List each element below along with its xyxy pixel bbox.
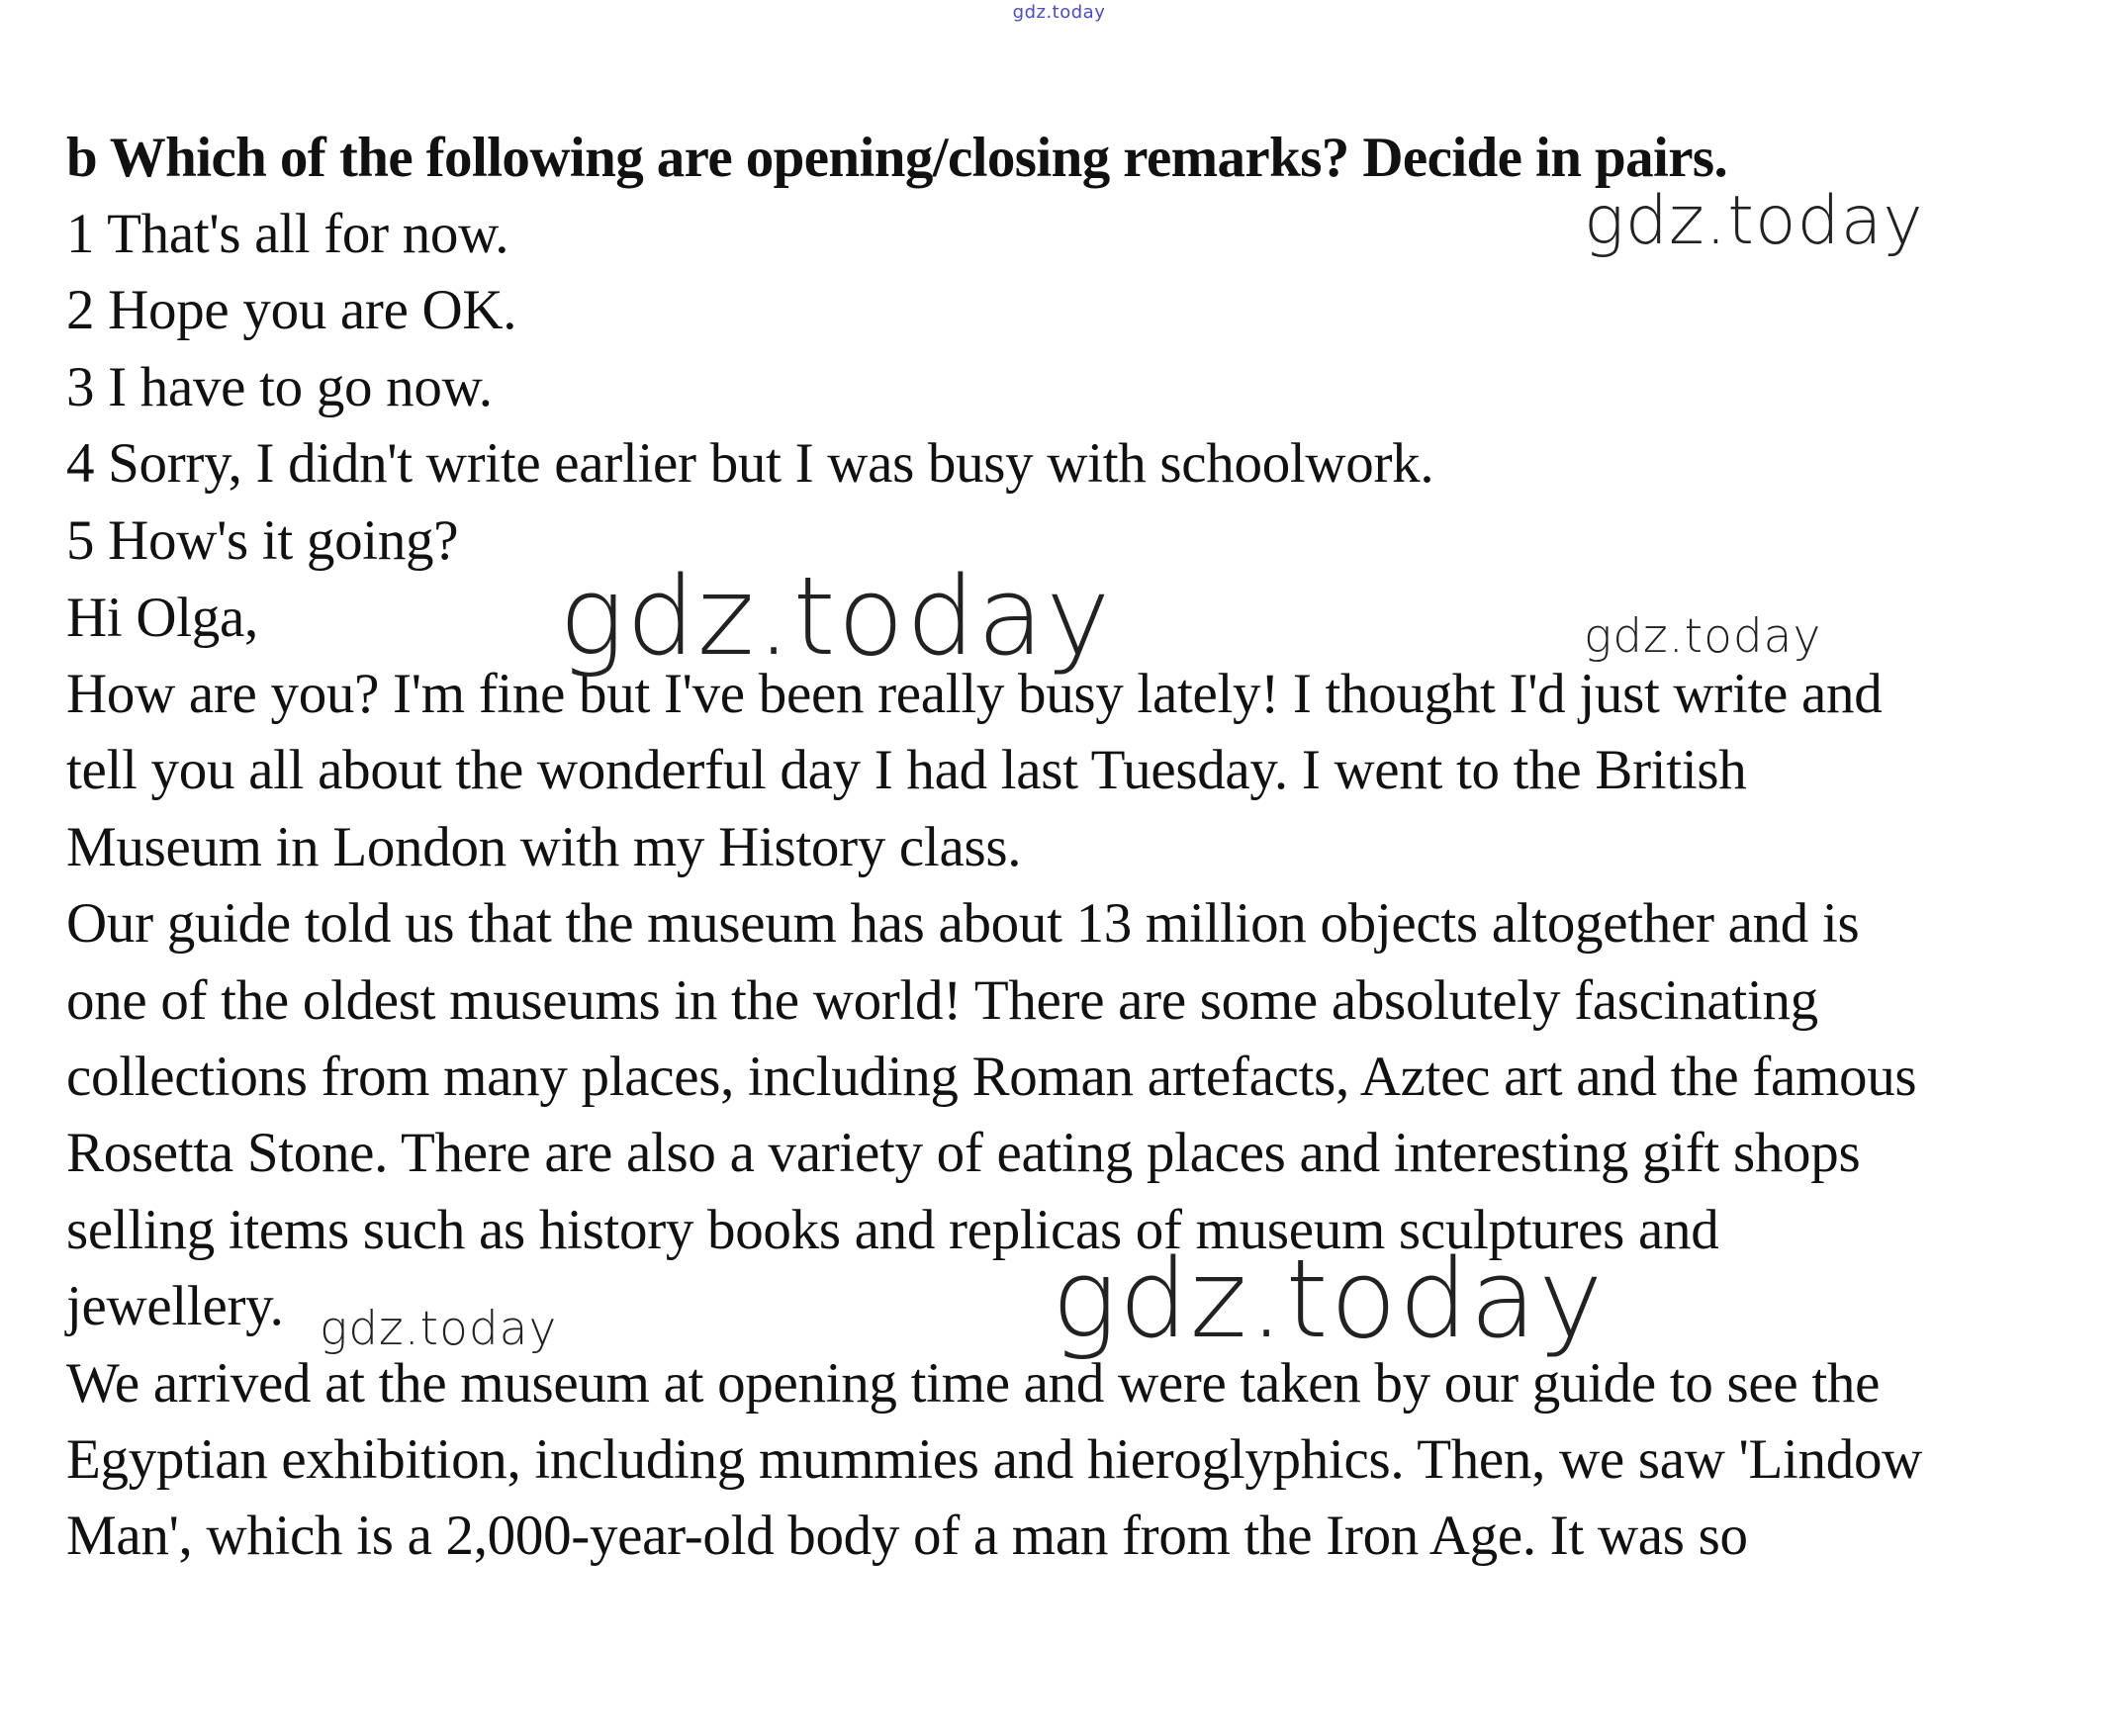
letter-line: We arrived at the museum at opening time and were taken by our guide to see the (66, 1352, 1881, 1415)
letter-line: Egyptian exhibition, including mummies and hieroglyphics. Then, we saw 'Lindow (66, 1428, 1923, 1491)
watermark: gdz.today (320, 1302, 558, 1356)
letter-line: Our guide told us that the museum has about 13 million objects altogether and is (66, 892, 1860, 955)
watermark: gdz.today (1584, 182, 1924, 260)
letter-line: selling items such as history books and replicas of museum sculptures and (66, 1199, 1719, 1261)
exercise-heading: b Which of the following are opening/closing remarks? Decide in pairs. (66, 127, 1728, 189)
remark-item: 1 That's all for now. (66, 203, 509, 265)
letter-line: How are you? I'm fine but I've been really busy lately! I thought I'd just write and (66, 663, 1883, 725)
letter-line: Man', which is a 2,000-year-old body of a man from the Iron Age. It was so (66, 1505, 1748, 1567)
letter-line: one of the oldest museums in the world! There are some absolutely fascinating (66, 969, 1818, 1032)
header-watermark: gdz.today (1012, 2, 1106, 23)
remark-item: 3 I have to go now. (66, 356, 493, 418)
letter-line: tell you all about the wonderful day I had last Tuesday. I went to the British (66, 739, 1747, 801)
watermark: gdz.today (1584, 609, 1822, 664)
letter-line: jewellery. (66, 1275, 284, 1337)
letter-line: collections from many places, including Roman artefacts, Aztec art and the famous (66, 1046, 1917, 1108)
remark-item: 4 Sorry, I didn't write earlier but I was busy with schoolwork. (66, 432, 1434, 495)
remark-item: 2 Hope you are OK. (66, 279, 517, 341)
watermark: gdz.today (559, 553, 1113, 680)
letter-greeting: Hi Olga, (66, 587, 258, 649)
watermark: gdz.today (1052, 1235, 1606, 1362)
remark-item: 5 How's it going? (66, 509, 459, 572)
letter-line: Museum in London with my History class. (66, 816, 1022, 878)
letter-line: Rosetta Stone. There are also a variety of eating places and interesting gift shops (66, 1122, 1861, 1184)
